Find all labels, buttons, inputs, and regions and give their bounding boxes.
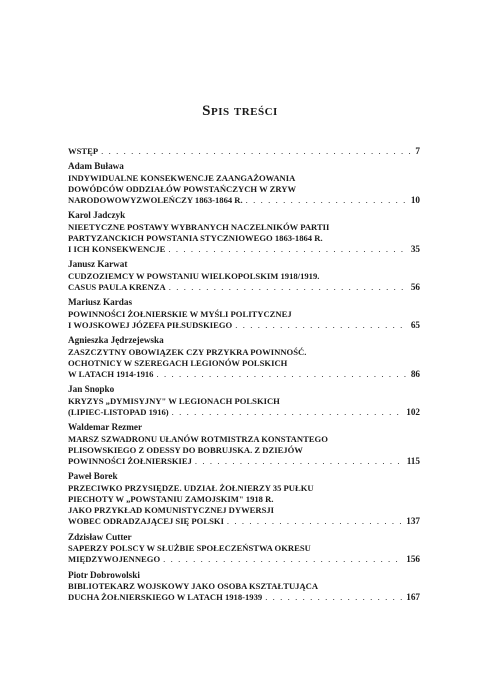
dot-leader: [227, 516, 403, 527]
toc-entry[interactable]: [68, 471, 420, 527]
entry-page-number: 65: [410, 320, 420, 331]
entry-title-text: W LATACH 1914-1916: [68, 369, 154, 380]
entry-title-text: POWINNOŚCI ŻOŁNIERSKIEJ: [68, 456, 192, 467]
entry-title-line: SAPERZY POLSCY W SŁUŻBIE SPOŁECZEŃSTWA OKRESU: [68, 543, 311, 554]
entry-title-line: PIECHOTY W „POWSTANIU ZAMOJSKIM" 1918 R.: [68, 494, 274, 505]
table-of-contents: [68, 146, 420, 607]
entry-title-line: NIEETYCZNE POSTAWY WYBRANYCH NACZELNIKÓW PARTII: [68, 221, 330, 232]
entry-title-line: BIBLIOTEKARZ WOJSKOWY JAKO OSOBA KSZTAŁTUJĄCA: [68, 581, 319, 592]
toc-entry[interactable]: [68, 146, 420, 157]
toc-entry[interactable]: [68, 532, 420, 566]
entry-title-line: OCHOTNICY W SZEREGACH LEGIONÓW POLSKICH: [68, 357, 288, 368]
entry-title-line: [68, 146, 420, 157]
entry-author: Karol Jadczyk: [68, 210, 126, 221]
entry-page-number: 156: [406, 554, 420, 565]
entry-author: Waldemar Rezmer: [68, 422, 143, 433]
entry-page-number: 35: [410, 244, 420, 255]
toc-entry[interactable]: [68, 335, 420, 380]
entry-title-line: PARTYZANCKICH POWSTANIA STYCZNIOWEGO 1863-1864 R.: [68, 233, 323, 244]
entry-author: Paweł Borek: [68, 471, 118, 482]
dot-leader: [168, 244, 407, 255]
dot-leader: [163, 554, 403, 565]
entry-title-text: DUCHA ŻOŁNIERSKIEGO W LATACH 1918-1939: [68, 592, 263, 603]
toc-entry[interactable]: [68, 210, 420, 255]
entry-title-line: [68, 195, 420, 206]
toc-entry[interactable]: [68, 161, 420, 206]
entry-page-number: 56: [410, 282, 420, 293]
entry-title-text: CASUS PAULA KRENZA: [68, 282, 166, 293]
entry-title-text: I ICH KONSEKWENCJE: [68, 244, 166, 255]
entry-page-number: 115: [406, 456, 420, 467]
page-title: Spis treści: [202, 103, 278, 119]
entry-author: Jan Snopko: [68, 384, 115, 395]
entry-title-line: CUDZOZIEMCY W POWSTANIU WIELKOPOLSKIM 1918/1919.: [68, 270, 320, 281]
dot-leader: [156, 369, 407, 380]
entry-author: Zdzisław Cutter: [68, 531, 132, 542]
dot-leader: [172, 407, 404, 418]
dot-leader: [195, 456, 404, 467]
entry-title-line: POWINNOŚCI ŻOŁNIERSKIE W MYŚLI POLITYCZNEJ: [68, 308, 292, 319]
entry-title-text: (LIPIEC-LISTOPAD 1916): [68, 407, 169, 418]
dot-leader: [169, 282, 408, 293]
dot-leader: [101, 146, 412, 157]
entry-page-number: 86: [410, 369, 420, 380]
entry-title-line: [68, 592, 420, 603]
toc-entry[interactable]: [68, 384, 420, 418]
entry-title-line: [68, 282, 420, 293]
entry-author: Agnieszka Jędrzejewska: [68, 335, 164, 346]
entry-author: Janusz Karwat: [68, 259, 128, 270]
entry-title-line: [68, 407, 420, 418]
entry-title-text: MIĘDZYWOJENNEGO: [68, 554, 161, 565]
dot-leader: [246, 195, 408, 206]
entry-title-line: PLISOWSKIEGO Z ODESSY DO BOBRUJSKA. Z DZIEJÓW: [68, 444, 303, 455]
entry-title-line: DOWÓDCÓW ODDZIAŁÓW POWSTAŃCZYCH W ZRYW: [68, 183, 297, 194]
dot-leader: [235, 320, 408, 331]
entry-title-line: [68, 456, 420, 467]
entry-page-number: 7: [415, 146, 420, 156]
entry-title-line: [68, 369, 420, 380]
entry-author: Adam Buława: [68, 161, 124, 172]
entry-title-text: WSTĘP: [68, 146, 99, 156]
entry-title-line: [68, 244, 420, 255]
entry-title-line: [68, 320, 420, 331]
toc-entry[interactable]: [68, 570, 420, 604]
entry-title-line: KRYZYS „DYMISYJNY" W LEGIONACH POLSKICH: [68, 395, 280, 406]
entry-title-line: [68, 554, 420, 565]
entry-title-line: PRZECIWKO PRZYSIĘDZE. UDZIAŁ ŻOŁNIERZY 35 PUŁKU: [68, 482, 314, 493]
entry-page-number: 102: [406, 407, 420, 418]
entry-title-line: ZASZCZYTNY OBOWIĄZEK CZY PRZYKRA POWINNOŚĆ.: [68, 346, 307, 357]
entry-page-number: 167: [406, 592, 420, 603]
entry-author: Piotr Dobrowolski: [68, 569, 140, 580]
toc-entry[interactable]: [68, 422, 420, 467]
entry-title-line: INDYWIDUALNE KONSEKWENCJE ZAANGAŻOWANIA: [68, 172, 296, 183]
toc-entry[interactable]: [68, 259, 420, 293]
entry-title-line: [68, 516, 420, 527]
entry-title-text: I WOJSKOWEJ JÓZEFA PIŁSUDSKIEGO: [68, 320, 233, 331]
entry-title-text: WOBEC ODRADZAJĄCEJ SIĘ POLSKI: [68, 516, 224, 527]
toc-entry[interactable]: [68, 297, 420, 331]
dot-leader: [265, 592, 403, 603]
entry-author: Mariusz Kardas: [68, 297, 133, 308]
entry-page-number: 10: [410, 195, 420, 206]
entry-title-line: JAKO PRZYKŁAD KOMUNISTYCZNEJ DYWERSJI: [68, 505, 275, 516]
entry-page-number: 137: [406, 516, 420, 527]
entry-title-line: MARSZ SZWADRONU UŁANÓW ROTMISTRZA KONSTANTEGO: [68, 433, 328, 444]
entry-title-text: NARODOWOWYZWOLEŃCZY 1863-1864 R.: [68, 195, 243, 206]
